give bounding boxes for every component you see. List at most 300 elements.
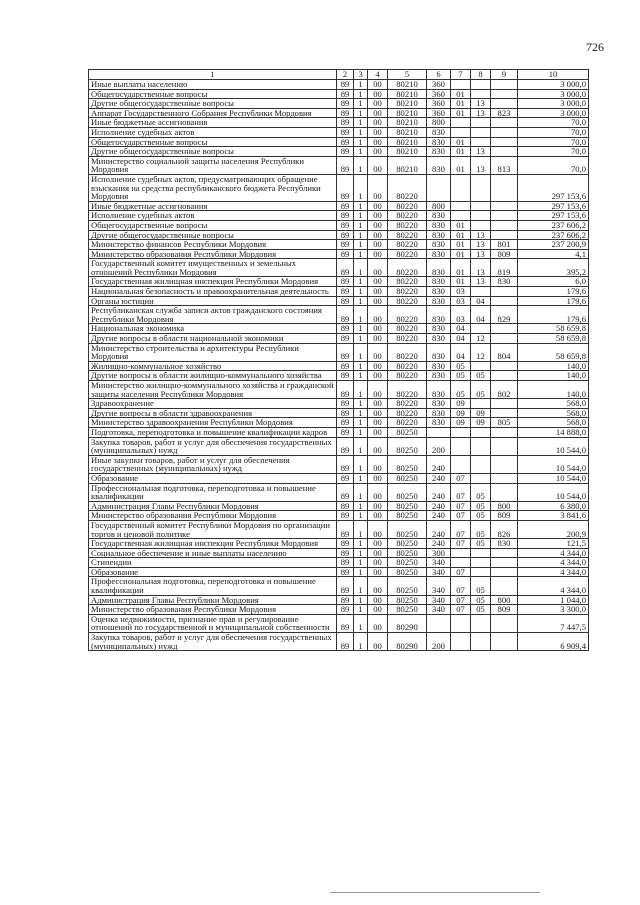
- code-3-cell: 1: [354, 427, 368, 437]
- item-name-cell: Другие вопросы в области здравоохранения: [89, 408, 337, 418]
- table-row: [89, 567, 589, 577]
- code-5-cell: 80220: [388, 361, 427, 371]
- code-4-cell: 00: [368, 511, 388, 521]
- code-9-cell: [491, 399, 518, 409]
- item-name-cell: Национальная экономика: [89, 324, 337, 334]
- code-5-cell: 80250: [388, 473, 427, 483]
- table-row: [89, 156, 589, 174]
- table-row: [89, 501, 589, 511]
- code-3-cell: 1: [354, 108, 368, 118]
- table-row: [89, 614, 589, 632]
- code-9-cell: [491, 633, 518, 651]
- code-5-cell: 80210: [388, 80, 427, 90]
- code-3-cell: 1: [354, 147, 368, 157]
- code-3-cell: 1: [354, 539, 368, 549]
- code-7-cell: 05: [451, 381, 471, 399]
- code-6-cell: 830: [427, 296, 451, 306]
- code-7-cell: 01: [451, 89, 471, 99]
- item-name-cell: Министерство строительства и архитектуры Республики Мордовия: [89, 343, 337, 361]
- code-6-cell: 830: [427, 137, 451, 147]
- code-4-cell: 00: [368, 371, 388, 381]
- code-6-cell: 340: [427, 605, 451, 615]
- code-9-cell: 800: [491, 501, 518, 511]
- item-name-cell: Государственный комитет имущественных и земельных отношений Республики Мордовия: [89, 259, 337, 277]
- code-5-cell: 80250: [388, 455, 427, 473]
- code-4-cell: 00: [368, 306, 388, 324]
- code-8-cell: 12: [471, 334, 491, 344]
- amount-cell: 568,0: [518, 399, 589, 409]
- item-name-cell: Жилищно-коммунальное хозяйство: [89, 361, 337, 371]
- amount-cell: 568,0: [518, 408, 589, 418]
- amount-cell: 6,0: [518, 277, 589, 287]
- code-3-cell: 1: [354, 249, 368, 259]
- code-7-cell: 01: [451, 108, 471, 118]
- amount-cell: 4 344,0: [518, 577, 589, 595]
- item-name-cell: Министерство здравоохранения Республики Мордовия: [89, 418, 337, 428]
- code-3-cell: 1: [354, 334, 368, 344]
- code-2-cell: 89: [337, 418, 354, 428]
- item-name-cell: Иные бюджетные ассигнования: [89, 201, 337, 211]
- code-8-cell: 05: [471, 605, 491, 615]
- code-6-cell: [427, 614, 451, 632]
- code-5-cell: 80220: [388, 240, 427, 250]
- code-4-cell: 00: [368, 501, 388, 511]
- item-name-cell: Министерство жилищно-коммунального хозяйства и гражданской защиты населения Республики Мордовия: [89, 381, 337, 399]
- table-row: [89, 118, 589, 128]
- code-8-cell: 05: [471, 483, 491, 501]
- code-7-cell: [451, 558, 471, 568]
- code-6-cell: 830: [427, 230, 451, 240]
- code-4-cell: 00: [368, 427, 388, 437]
- code-9-cell: [491, 137, 518, 147]
- code-8-cell: 13: [471, 99, 491, 109]
- amount-cell: 10 544,0: [518, 473, 589, 483]
- code-7-cell: 05: [451, 361, 471, 371]
- code-6-cell: 240: [427, 501, 451, 511]
- code-2-cell: 89: [337, 381, 354, 399]
- code-3-cell: 1: [354, 343, 368, 361]
- code-3-cell: 1: [354, 259, 368, 277]
- code-8-cell: [471, 174, 491, 201]
- code-4-cell: 00: [368, 548, 388, 558]
- code-3-cell: 1: [354, 324, 368, 334]
- item-name-cell: Другие общегосударственные вопросы: [89, 147, 337, 157]
- item-name-cell: Образование: [89, 473, 337, 483]
- code-5-cell: 80220: [388, 277, 427, 287]
- table-row: [89, 259, 589, 277]
- amount-cell: 14 888,0: [518, 427, 589, 437]
- table-row: [89, 324, 589, 334]
- code-2-cell: 89: [337, 427, 354, 437]
- budget-table: [88, 69, 589, 651]
- code-2-cell: 89: [337, 558, 354, 568]
- item-name-cell: Другие вопросы в области национальной экономики: [89, 334, 337, 344]
- code-6-cell: 360: [427, 108, 451, 118]
- code-7-cell: [451, 633, 471, 651]
- code-2-cell: 89: [337, 361, 354, 371]
- item-name-cell: Подготовка, переподготовка и повышение квалификации кадров: [89, 427, 337, 437]
- code-5-cell: 80210: [388, 147, 427, 157]
- code-9-cell: [491, 614, 518, 632]
- code-6-cell: 830: [427, 408, 451, 418]
- code-7-cell: [451, 455, 471, 473]
- code-6-cell: 240: [427, 455, 451, 473]
- table-row: [89, 306, 589, 324]
- code-2-cell: 89: [337, 156, 354, 174]
- code-4-cell: 00: [368, 437, 388, 455]
- table-row: [89, 147, 589, 157]
- code-6-cell: 340: [427, 558, 451, 568]
- code-5-cell: 80250: [388, 501, 427, 511]
- code-6-cell: 800: [427, 118, 451, 128]
- code-8-cell: 05: [471, 511, 491, 521]
- code-8-cell: 05: [471, 381, 491, 399]
- code-9-cell: 826: [491, 520, 518, 538]
- code-7-cell: 09: [451, 399, 471, 409]
- item-name-cell: Профессиональная подготовка, переподготовка и повышение квалификации: [89, 483, 337, 501]
- code-3-cell: 1: [354, 156, 368, 174]
- code-2-cell: 89: [337, 567, 354, 577]
- code-9-cell: 801: [491, 240, 518, 250]
- item-name-cell: Иные бюджетные ассигнования: [89, 118, 337, 128]
- amount-cell: 70,0: [518, 156, 589, 174]
- code-9-cell: 829: [491, 306, 518, 324]
- amount-cell: 121,5: [518, 539, 589, 549]
- code-6-cell: 830: [427, 381, 451, 399]
- item-name-cell: Здравоохранение: [89, 399, 337, 409]
- code-5-cell: 80220: [388, 220, 427, 230]
- code-7-cell: 07: [451, 511, 471, 521]
- code-6-cell: 830: [427, 399, 451, 409]
- amount-cell: 297 153,6: [518, 211, 589, 221]
- code-9-cell: [491, 455, 518, 473]
- item-name-cell: Исполнение судебных актов: [89, 211, 337, 221]
- code-8-cell: 13: [471, 147, 491, 157]
- code-9-cell: 805: [491, 418, 518, 428]
- code-6-cell: 340: [427, 595, 451, 605]
- code-4-cell: 00: [368, 287, 388, 297]
- amount-cell: 4 344,0: [518, 567, 589, 577]
- code-2-cell: 89: [337, 455, 354, 473]
- code-2-cell: 89: [337, 437, 354, 455]
- code-2-cell: 89: [337, 174, 354, 201]
- code-7-cell: [451, 211, 471, 221]
- code-5-cell: 80250: [388, 520, 427, 538]
- code-6-cell: 830: [427, 211, 451, 221]
- code-5-cell: 80220: [388, 418, 427, 428]
- amount-cell: 297 153,6: [518, 201, 589, 211]
- code-4-cell: 00: [368, 80, 388, 90]
- code-4-cell: 00: [368, 408, 388, 418]
- amount-cell: 10 544,0: [518, 483, 589, 501]
- code-9-cell: [491, 118, 518, 128]
- item-name-cell: Государственная жилищная инспекция Республики Мордовия: [89, 539, 337, 549]
- code-5-cell: 80220: [388, 399, 427, 409]
- code-9-cell: [491, 220, 518, 230]
- code-2-cell: 89: [337, 80, 354, 90]
- code-6-cell: 830: [427, 259, 451, 277]
- code-4-cell: 00: [368, 595, 388, 605]
- item-name-cell: Министерство социальной защиты населения Республики Мордовия: [89, 156, 337, 174]
- item-name-cell: Администрация Главы Республики Мордовия: [89, 595, 337, 605]
- code-6-cell: 360: [427, 89, 451, 99]
- code-7-cell: 01: [451, 156, 471, 174]
- table-row: [89, 427, 589, 437]
- code-3-cell: 1: [354, 277, 368, 287]
- code-7-cell: [451, 548, 471, 558]
- code-7-cell: 07: [451, 567, 471, 577]
- code-7-cell: 04: [451, 334, 471, 344]
- code-2-cell: 89: [337, 473, 354, 483]
- code-4-cell: 00: [368, 156, 388, 174]
- item-name-cell: Государственная жилищная инспекция Республики Мордовия: [89, 277, 337, 287]
- code-5-cell: 80220: [388, 249, 427, 259]
- code-6-cell: 340: [427, 577, 451, 595]
- code-6-cell: 360: [427, 99, 451, 109]
- code-8-cell: 04: [471, 306, 491, 324]
- code-6-cell: 800: [427, 201, 451, 211]
- code-2-cell: 89: [337, 408, 354, 418]
- code-2-cell: 89: [337, 118, 354, 128]
- amount-cell: 237 606,2: [518, 220, 589, 230]
- amount-cell: 200,9: [518, 520, 589, 538]
- amount-cell: 179,6: [518, 306, 589, 324]
- code-5-cell: 80250: [388, 567, 427, 577]
- table-row: [89, 201, 589, 211]
- code-6-cell: 360: [427, 80, 451, 90]
- code-2-cell: 89: [337, 108, 354, 118]
- table-row: [89, 334, 589, 344]
- code-9-cell: [491, 89, 518, 99]
- header-row: [89, 70, 589, 80]
- code-4-cell: 00: [368, 614, 388, 632]
- table-row: [89, 211, 589, 221]
- amount-cell: 140,0: [518, 361, 589, 371]
- code-9-cell: 804: [491, 343, 518, 361]
- amount-cell: 10 544,0: [518, 437, 589, 455]
- code-4-cell: 00: [368, 334, 388, 344]
- code-4-cell: 00: [368, 174, 388, 201]
- code-8-cell: [471, 567, 491, 577]
- amount-cell: 7 447,5: [518, 614, 589, 632]
- table-row: [89, 137, 589, 147]
- code-2-cell: 89: [337, 324, 354, 334]
- item-name-cell: Министерство образования Республики Мордовия: [89, 249, 337, 259]
- item-name-cell: Общегосударственные вопросы: [89, 137, 337, 147]
- code-8-cell: [471, 361, 491, 371]
- code-8-cell: 13: [471, 108, 491, 118]
- code-6-cell: 830: [427, 277, 451, 287]
- code-4-cell: 00: [368, 108, 388, 118]
- code-6-cell: 830: [427, 127, 451, 137]
- table-row: [89, 595, 589, 605]
- code-8-cell: [471, 473, 491, 483]
- code-8-cell: 05: [471, 371, 491, 381]
- code-7-cell: [451, 127, 471, 137]
- code-7-cell: [451, 118, 471, 128]
- amount-cell: 395,2: [518, 259, 589, 277]
- code-9-cell: [491, 361, 518, 371]
- item-name-cell: Аппарат Государственного Собрания Республики Мордовия: [89, 108, 337, 118]
- table-row: [89, 108, 589, 118]
- code-8-cell: 13: [471, 230, 491, 240]
- code-8-cell: 05: [471, 595, 491, 605]
- item-name-cell: Профессиональная подготовка, переподготовка и повышение квалификации: [89, 577, 337, 595]
- code-6-cell: 830: [427, 334, 451, 344]
- code-8-cell: 13: [471, 156, 491, 174]
- item-name-cell: Национальная безопасность и правоохранительная деятельность: [89, 287, 337, 297]
- code-4-cell: 00: [368, 473, 388, 483]
- code-2-cell: 89: [337, 306, 354, 324]
- item-name-cell: Другие общегосударственные вопросы: [89, 99, 337, 109]
- code-8-cell: 13: [471, 240, 491, 250]
- amount-cell: 70,0: [518, 118, 589, 128]
- code-6-cell: 830: [427, 324, 451, 334]
- code-5-cell: 80220: [388, 381, 427, 399]
- table-row: [89, 220, 589, 230]
- code-3-cell: 1: [354, 511, 368, 521]
- code-9-cell: [491, 211, 518, 221]
- code-9-cell: [491, 558, 518, 568]
- code-9-cell: 830: [491, 277, 518, 287]
- code-2-cell: 89: [337, 137, 354, 147]
- code-8-cell: [471, 137, 491, 147]
- code-5-cell: 80210: [388, 156, 427, 174]
- code-5-cell: 80250: [388, 511, 427, 521]
- item-name-cell: Общегосударственные вопросы: [89, 89, 337, 99]
- column-header: 1: [89, 70, 337, 80]
- code-8-cell: 04: [471, 296, 491, 306]
- code-3-cell: 1: [354, 605, 368, 615]
- code-8-cell: [471, 399, 491, 409]
- code-4-cell: 00: [368, 118, 388, 128]
- code-5-cell: 80250: [388, 577, 427, 595]
- code-8-cell: [471, 89, 491, 99]
- code-5-cell: 80220: [388, 287, 427, 297]
- code-3-cell: 1: [354, 361, 368, 371]
- item-name-cell: Другие вопросы в области жилищно-коммунального хозяйства: [89, 371, 337, 381]
- amount-cell: 58 659,8: [518, 324, 589, 334]
- code-5-cell: 80220: [388, 174, 427, 201]
- code-8-cell: [471, 220, 491, 230]
- code-5-cell: 80220: [388, 334, 427, 344]
- amount-cell: 6 380,0: [518, 501, 589, 511]
- item-name-cell: Иные выплаты населению: [89, 80, 337, 90]
- code-3-cell: 1: [354, 548, 368, 558]
- table-row: [89, 296, 589, 306]
- code-8-cell: 09: [471, 418, 491, 428]
- code-3-cell: 1: [354, 99, 368, 109]
- code-4-cell: 00: [368, 147, 388, 157]
- code-9-cell: [491, 99, 518, 109]
- amount-cell: 3 300,0: [518, 605, 589, 615]
- code-4-cell: 00: [368, 520, 388, 538]
- code-7-cell: 03: [451, 287, 471, 297]
- code-2-cell: 89: [337, 249, 354, 259]
- code-3-cell: 1: [354, 174, 368, 201]
- code-4-cell: 00: [368, 240, 388, 250]
- code-2-cell: 89: [337, 511, 354, 521]
- code-2-cell: 89: [337, 277, 354, 287]
- code-8-cell: [471, 455, 491, 473]
- code-2-cell: 89: [337, 211, 354, 221]
- code-6-cell: 240: [427, 539, 451, 549]
- code-7-cell: [451, 174, 471, 201]
- code-8-cell: [471, 118, 491, 128]
- amount-cell: 10 544,0: [518, 455, 589, 473]
- code-5-cell: 80250: [388, 548, 427, 558]
- table-row: [89, 548, 589, 558]
- code-5-cell: 80220: [388, 230, 427, 240]
- code-2-cell: 89: [337, 633, 354, 651]
- code-5-cell: 80210: [388, 137, 427, 147]
- column-header: 4: [368, 70, 388, 80]
- bottom-rule: [330, 892, 540, 893]
- code-9-cell: [491, 80, 518, 90]
- code-8-cell: 05: [471, 539, 491, 549]
- code-8-cell: 13: [471, 249, 491, 259]
- code-9-cell: 800: [491, 595, 518, 605]
- code-3-cell: 1: [354, 614, 368, 632]
- code-4-cell: 00: [368, 277, 388, 287]
- code-5-cell: 80220: [388, 211, 427, 221]
- item-name-cell: Администрация Главы Республики Мордовия: [89, 501, 337, 511]
- code-3-cell: 1: [354, 127, 368, 137]
- code-9-cell: 830: [491, 539, 518, 549]
- amount-cell: 4,1: [518, 249, 589, 259]
- code-3-cell: 1: [354, 408, 368, 418]
- amount-cell: 1 044,0: [518, 595, 589, 605]
- code-5-cell: 80210: [388, 99, 427, 109]
- code-3-cell: 1: [354, 520, 368, 538]
- code-2-cell: 89: [337, 89, 354, 99]
- code-7-cell: 09: [451, 418, 471, 428]
- code-8-cell: [471, 211, 491, 221]
- code-3-cell: 1: [354, 473, 368, 483]
- item-name-cell: Министерство финансов Республики Мордовия: [89, 240, 337, 250]
- code-6-cell: 830: [427, 306, 451, 324]
- code-4-cell: 00: [368, 399, 388, 409]
- code-5-cell: 80210: [388, 108, 427, 118]
- item-name-cell: Исполнение судебных актов, предусматривающих обращение взыскания на средства республиканского бюджета Республики Мордовия: [89, 174, 337, 201]
- page-number: 726: [586, 40, 604, 54]
- code-8-cell: 13: [471, 259, 491, 277]
- code-4-cell: 00: [368, 539, 388, 549]
- code-7-cell: [451, 427, 471, 437]
- table-row: [89, 455, 589, 473]
- code-6-cell: 830: [427, 240, 451, 250]
- code-6-cell: 240: [427, 483, 451, 501]
- table-row: [89, 89, 589, 99]
- code-4-cell: 00: [368, 418, 388, 428]
- code-8-cell: [471, 558, 491, 568]
- code-3-cell: 1: [354, 483, 368, 501]
- code-3-cell: 1: [354, 306, 368, 324]
- code-6-cell: 340: [427, 567, 451, 577]
- code-7-cell: 03: [451, 306, 471, 324]
- code-6-cell: 830: [427, 249, 451, 259]
- code-7-cell: 04: [451, 343, 471, 361]
- item-name-cell: Образование: [89, 567, 337, 577]
- amount-cell: 297 153,6: [518, 174, 589, 201]
- code-2-cell: 89: [337, 99, 354, 109]
- code-8-cell: [471, 324, 491, 334]
- table-row: [89, 539, 589, 549]
- code-9-cell: [491, 567, 518, 577]
- item-name-cell: Социальное обеспечение и иные выплаты населению: [89, 548, 337, 558]
- code-9-cell: [491, 483, 518, 501]
- code-7-cell: 07: [451, 605, 471, 615]
